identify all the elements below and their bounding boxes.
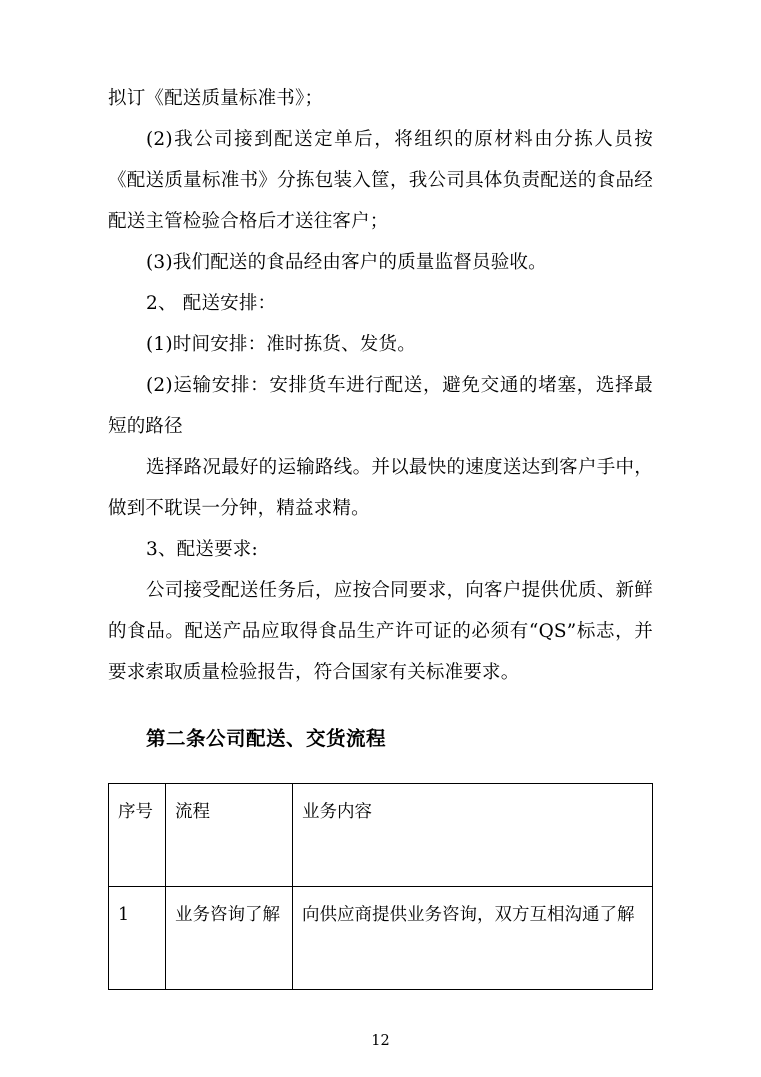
page-number: 12 [371, 1033, 390, 1049]
table-header-cell-no: 序号 [109, 784, 166, 887]
paragraph: (2)我公司接到配送定单后，将组织的原材料由分拣人员按《配送质量标准书》分拣包装入筐，我公司具体负责配送的食品经配送主管检验合格后才送往客户； [108, 129, 653, 232]
body-text-block [108, 78, 653, 693]
table-cell-no: 1 [109, 887, 166, 990]
paragraph: (2)运输安排：安排货车进行配送，避免交通的堵塞，选择最短的路径 [108, 375, 653, 437]
paragraph: 选择路况最好的运输路线。并以最快的速度送达到客户手中，做到不耽误一分钟，精益求精。 [108, 457, 653, 519]
paragraph: (3)我们配送的食品经由客户的质量监督员验收。 [146, 252, 547, 273]
table-cell-step: 业务咨询了解 [166, 887, 293, 990]
delivery-flow-table [108, 783, 653, 990]
table-header-cell-content: 业务内容 [293, 784, 653, 887]
paragraph: (1)时间安排：准时拣货、发货。 [146, 334, 416, 355]
table-row [109, 887, 653, 990]
paragraph: 公司接受配送任务后，应按合同要求，向客户提供优质、新鲜的食品。配送产品应取得食品生产许可证的必须有“QS”标志，并要求索取质量检验报告，符合国家有关标准要求。 [108, 580, 653, 683]
paragraph: 2、 配送安排： [146, 293, 277, 314]
table-header-row [109, 784, 653, 887]
table-cell-content: 向供应商提供业务咨询，双方互相沟通了解 [293, 887, 653, 990]
paragraph: 3、配送要求: [146, 539, 258, 560]
table-header-cell-step: 流程 [166, 784, 293, 887]
section-heading: 第二条公司配送、交货流程 [146, 727, 387, 750]
paragraph: 拟订《配送质量标准书》； [108, 88, 324, 109]
